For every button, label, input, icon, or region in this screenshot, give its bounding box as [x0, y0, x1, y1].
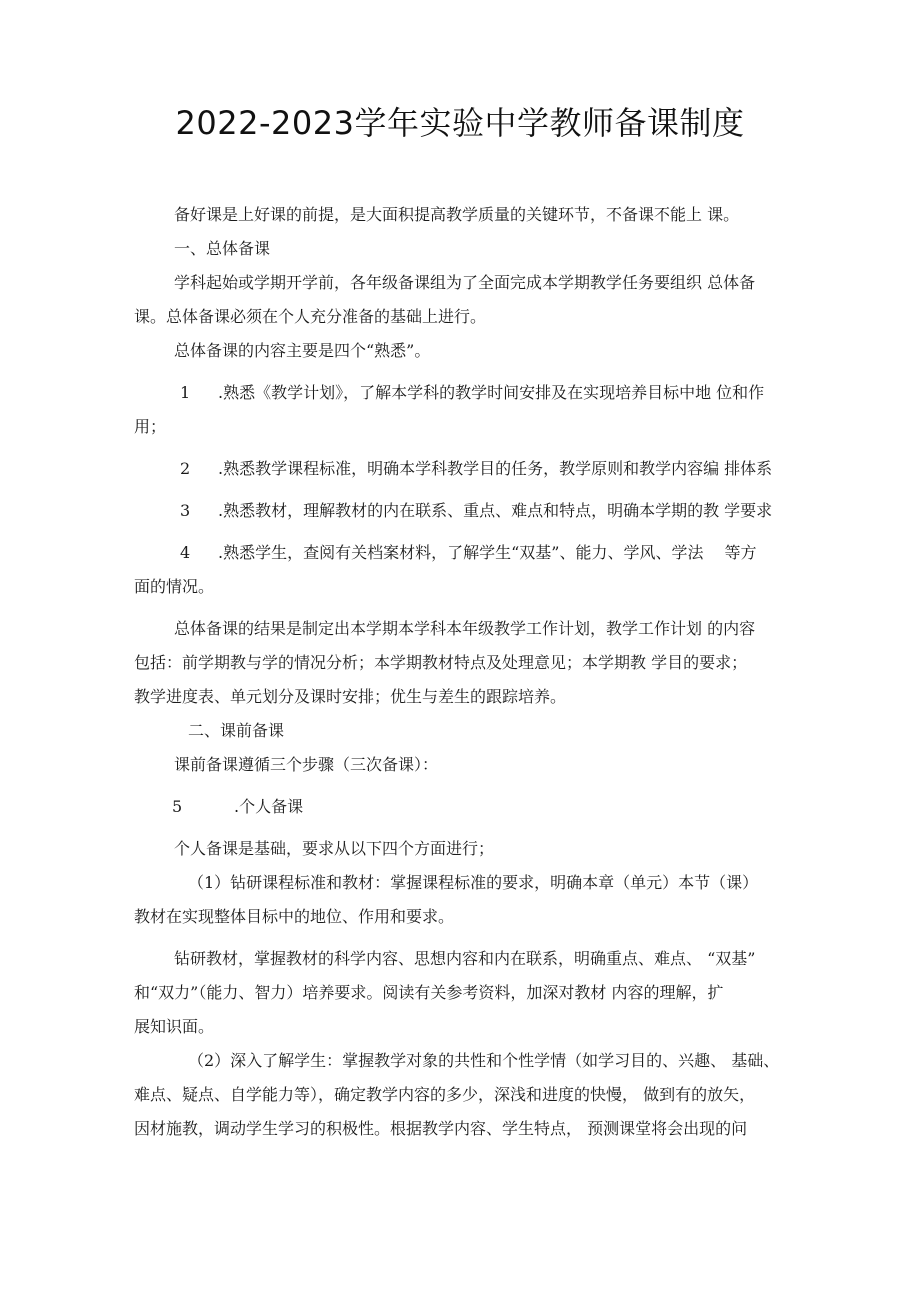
- paragraph-line: 个人备课是基础，要求从以下四个方面进行；: [174, 839, 495, 858]
- page-title: 2022-2023学年实验中学教师备课制度: [175, 104, 745, 142]
- paragraph-line: 钻研教材，掌握教材的科学内容、思想内容和内在联系，明确重点、难点、 “双基”: [174, 949, 756, 968]
- list-number: 3: [180, 501, 191, 520]
- paragraph-line: 教学进度表、单元划分及课时安排；优生与差生的跟踪培养。: [134, 687, 567, 706]
- paragraph-line: 包括：前学期教与学的情况分析；本学期教材特点及处理意见；本学期教 学目的要求；: [134, 653, 748, 672]
- list-item: [134, 376, 794, 410]
- intro-paragraph: 备好课是上好课的前提，是大面积提高教学质量的关键环节，不备课不能上 课。: [174, 205, 740, 224]
- paragraph-line: （1）钻研课程标准和教材：掌握课程标准的要求，明确本章（单元）本节（课）: [188, 873, 759, 892]
- paragraph-line: 因材施教，调动学生学习的积极性。根据教学内容、学生特点， 预测课堂将会出现的问: [134, 1119, 748, 1138]
- list-item: [134, 494, 794, 528]
- section-heading-overall: 一、总体备课: [174, 239, 271, 258]
- list-item: [134, 452, 794, 486]
- paragraph-line: （2）深入了解学生：掌握教学对象的共性和个性学情（如学习目的、兴趣、 基础、: [188, 1051, 780, 1070]
- list-text: .个人备课: [234, 797, 304, 816]
- list-item: [134, 536, 794, 570]
- paragraph-line: 学科起始或学期开学前，各年级备课组为了全面完成本学期教学任务要组织 总体备: [174, 273, 756, 292]
- paragraph-line: 总体备课的结果是制定出本学期本学科本年级教学工作计划，教学工作计划 的内容: [174, 619, 756, 638]
- list-text: .熟悉《教学计划》，了解本学科的教学时间安排及在实现培养目标中地 位和作: [218, 383, 765, 402]
- list-number: 4: [180, 543, 191, 562]
- paragraph-line: 难点、疑点、自学能力等），确定教学内容的多少，深浅和进度的快慢， 做到有的放矢，: [134, 1085, 756, 1104]
- document-body: [134, 198, 794, 1146]
- paragraph-line: 课。总体备课必须在个人充分准备的基础上进行。: [134, 307, 487, 326]
- list-item: [134, 790, 794, 824]
- list-number: 1: [180, 383, 191, 402]
- list-number: 5: [172, 797, 183, 816]
- list-number: 2: [180, 459, 191, 478]
- list-text: .熟悉学生，查阅有关档案材料，了解学生“双基”、能力、学风、学法 等方: [218, 543, 757, 562]
- paragraph-line: 总体备课的内容主要是四个“熟悉”。: [174, 341, 431, 360]
- paragraph-line: 面的情况。: [134, 577, 215, 596]
- section-heading-preclass: 二、课前备课: [188, 721, 285, 740]
- paragraph-line: 教材在实现整体目标中的地位、作用和要求。: [134, 907, 455, 926]
- list-text: .熟悉教材，理解教材的内在联系、重点、难点和特点，明确本学期的教 学要求: [218, 501, 773, 520]
- paragraph-line: 用；: [134, 417, 167, 436]
- paragraph-line: 和“双力”（能力、智力）培养要求。阅读有关参考资料，加深对教材 内容的理解，扩: [134, 983, 724, 1002]
- paragraph-line: 展知识面。: [134, 1017, 215, 1036]
- paragraph-line: 课前备课遵循三个步骤（三次备课）：: [174, 755, 439, 774]
- list-text: .熟悉教学课程标准，明确本学科教学目的任务，教学原则和教学内容编 排体系: [218, 459, 773, 478]
